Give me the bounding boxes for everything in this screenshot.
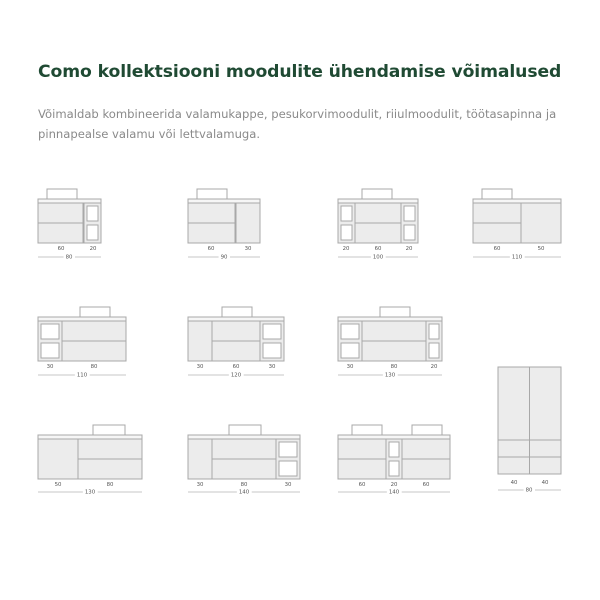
config-80 bbox=[38, 189, 101, 261]
width-label: 40 bbox=[541, 480, 549, 486]
width-label: 60 bbox=[422, 482, 430, 488]
width-label: 60 bbox=[374, 246, 382, 252]
width-label: 60 bbox=[493, 246, 501, 252]
config-120 bbox=[188, 307, 284, 379]
config-140b bbox=[338, 425, 450, 496]
total-width-label: 100 bbox=[372, 254, 384, 261]
total-width-label: 110 bbox=[76, 372, 88, 379]
config-140a bbox=[188, 425, 300, 496]
width-label: 60 bbox=[358, 482, 366, 488]
width-label: 80 bbox=[390, 364, 398, 370]
width-label: 30 bbox=[196, 482, 204, 488]
width-label: 20 bbox=[89, 246, 97, 252]
total-width-label: 140 bbox=[238, 489, 250, 496]
width-label: 20 bbox=[342, 246, 350, 252]
config-100 bbox=[338, 189, 418, 261]
page-description: Võimaldab kombineerida valamukappe, pesukorvimoodulit, riiulmoodulit, töötasapinna ja pinnapealse valamu või lettvalamuga. bbox=[38, 107, 557, 141]
width-label: 30 bbox=[284, 482, 292, 488]
total-width-label: 130 bbox=[84, 489, 96, 496]
width-label: 40 bbox=[510, 480, 518, 486]
width-label: 30 bbox=[196, 364, 204, 370]
width-label: 20 bbox=[405, 246, 413, 252]
width-label: 30 bbox=[46, 364, 54, 370]
width-label: 60 bbox=[207, 246, 215, 252]
total-width-label: 140 bbox=[388, 489, 400, 496]
config-110b bbox=[38, 307, 126, 379]
total-width-label: 80 bbox=[525, 487, 533, 494]
width-label: 60 bbox=[57, 246, 65, 252]
width-label: 50 bbox=[54, 482, 62, 488]
total-width-label: 90 bbox=[220, 254, 228, 261]
total-width-label: 130 bbox=[384, 372, 396, 379]
width-label: 20 bbox=[430, 364, 438, 370]
width-label: 30 bbox=[346, 364, 354, 370]
total-width-label: 120 bbox=[230, 372, 242, 379]
config-90 bbox=[188, 189, 260, 261]
width-label: 80 bbox=[90, 364, 98, 370]
width-label: 50 bbox=[537, 246, 545, 252]
config-130b bbox=[38, 425, 142, 496]
width-label: 60 bbox=[232, 364, 240, 370]
total-width-label: 80 bbox=[65, 254, 73, 261]
width-label: 30 bbox=[268, 364, 276, 370]
width-label: 80 bbox=[106, 482, 114, 488]
width-label: 80 bbox=[240, 482, 248, 488]
page-title: Como kollektsiooni moodulite ühendamise võimalused bbox=[38, 62, 562, 82]
config-130a bbox=[338, 307, 442, 379]
width-label: 30 bbox=[244, 246, 252, 252]
config-110a bbox=[473, 189, 561, 261]
config-tall-80 bbox=[498, 367, 561, 494]
width-label: 20 bbox=[390, 482, 398, 488]
total-width-label: 110 bbox=[511, 254, 523, 261]
